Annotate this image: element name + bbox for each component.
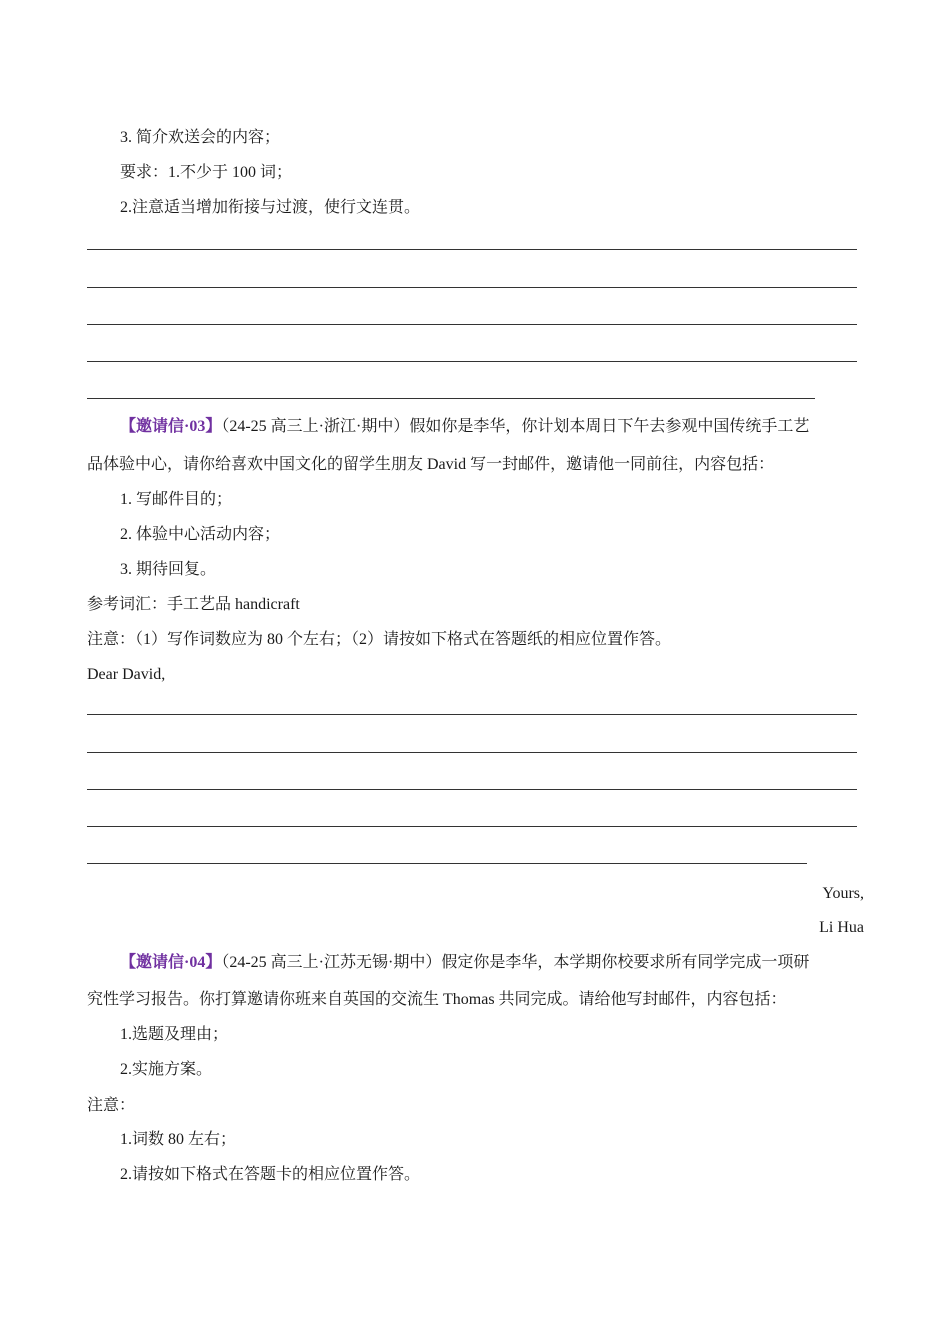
requirement-1: 要求：1.不少于 100 词； bbox=[120, 164, 293, 181]
writing-note: 注意：（1）写作词数应为 80 个左右；（2）请按如下格式在答题纸的相应位置作答。 bbox=[87, 631, 672, 648]
answer-line bbox=[87, 287, 857, 288]
question-04-intro-text: （24-25 高三上·江苏无锡·期中）假定你是李华，本学期你校要求所有同学完成一项研 bbox=[221, 954, 810, 971]
question-04-intro-line1 bbox=[120, 953, 809, 973]
question-03-point-3: 3. 期待回复。 bbox=[120, 561, 217, 578]
question-03-point-1: 1. 写邮件目的； bbox=[120, 491, 233, 508]
answer-line bbox=[87, 249, 857, 250]
question-04-point-1: 1.选题及理由； bbox=[120, 1026, 229, 1043]
question-04-point-2: 2.实施方案。 bbox=[120, 1061, 213, 1078]
question-tag-04: 【邀请信·04】 bbox=[120, 954, 222, 971]
vocabulary-hint: 参考词汇：手工艺品 handicraft bbox=[87, 596, 300, 613]
answer-line bbox=[87, 324, 857, 325]
question-03-intro-line1 bbox=[120, 417, 809, 437]
answer-line bbox=[87, 752, 857, 753]
question-03-point-2: 2. 体验中心活动内容； bbox=[120, 526, 281, 543]
answer-line bbox=[87, 714, 857, 715]
answer-line bbox=[87, 789, 857, 790]
letter-greeting: Dear David, bbox=[87, 666, 166, 683]
requirement-2: 2.注意适当增加衔接与过渡，使行文连贯。 bbox=[120, 199, 421, 216]
answer-line bbox=[87, 826, 857, 827]
answer-line bbox=[87, 361, 857, 362]
question-03-intro-line2: 品体验中心，请你给喜欢中国文化的留学生朋友 David 写一封邮件，邀请他一同前往，内容包括： bbox=[87, 456, 775, 473]
note-item-2: 2.请按如下格式在答题卡的相应位置作答。 bbox=[120, 1166, 421, 1183]
answer-line bbox=[87, 863, 807, 864]
letter-closing: Yours, bbox=[822, 885, 864, 902]
note-item-1: 1.词数 80 左右； bbox=[120, 1131, 237, 1148]
question-04-intro-line2: 究性学习报告。你打算邀请你班来自英国的交流生 Thomas 共同完成。请给他写封邮件，内容包括： bbox=[87, 991, 787, 1008]
letter-signature: Li Hua bbox=[819, 919, 864, 936]
item-3: 3. 简介欢送会的内容； bbox=[120, 129, 281, 146]
note-label: 注意： bbox=[87, 1097, 136, 1114]
answer-line bbox=[87, 398, 815, 399]
question-tag-03: 【邀请信·03】 bbox=[120, 418, 222, 435]
question-03-intro-text: （24-25 高三上·浙江·期中）假如你是李华，你计划本周日下午去参观中国传统手工艺 bbox=[221, 418, 810, 435]
